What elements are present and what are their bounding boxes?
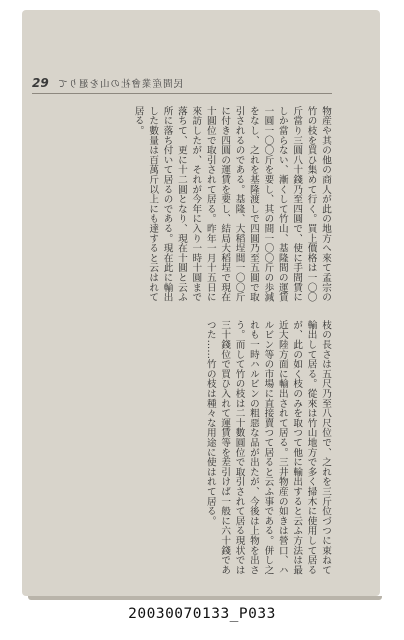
body-text-upper [40,106,332,302]
upper-paragraph: 物産や其の他の商人が此の地方へ來て孟宗の竹の枝を買ひ集めて行く。買上價格は一〇〇斤當り三圓八十錢乃至四圓で、使に手間賃にしか當らない、漸くして竹山、基隆間の運賃一圓一〇〇斤を要し、其の間一〇〇斤の歩減をなし、之れを基隆渡しで四圓乃至五圓で取引されるのである。基隆、大稻埕間一〇〇斤に付き四圓の運賃を要し、結局大稻埕で現在十圓位で取引されて居る。昨年一月十五日に來訪したが、それが今年に入り一時十圓まで落ちて、更に十二圓となり、現在十圓と云ふ所に落ち付いて居るのである。現在此に輸出した數量は百萬斤以上にも達すると云はれて居る。 [132,106,331,302]
lower-paragraph: 枝の長さは五尺乃至八尺位で、之れを三斤位づつに束ねて輸出して居る。從來は竹山地方で多く掃木に使用して居るが、此の如く枝のみを取つて他に輸出すると云ふ方法は最近大陸方面に輸出されて居る。三井物産の如きは營口、ハルビン等の市場に直接賣つて居ると云ふ事である。併し之れも一時ハルビンの粗惡な品が出たが、今後は上物を出さう。而して竹の枝は二十數圓位で取引されて居る現状では三十錢位で買ひ入れて運賃等を差引けば一般に六十錢であつた……竹の枝は種々な用途に使はれて居る。 [204,320,331,575]
body-text-lower [40,320,332,575]
page-number: 29 [32,76,49,90]
page-edge-shadow [28,596,382,600]
page-header [32,74,332,92]
running-title: てり廻を山の社會業産間民 [56,79,183,90]
image-caption: 20030070133_P033 [128,606,276,622]
header-rule [32,93,332,94]
